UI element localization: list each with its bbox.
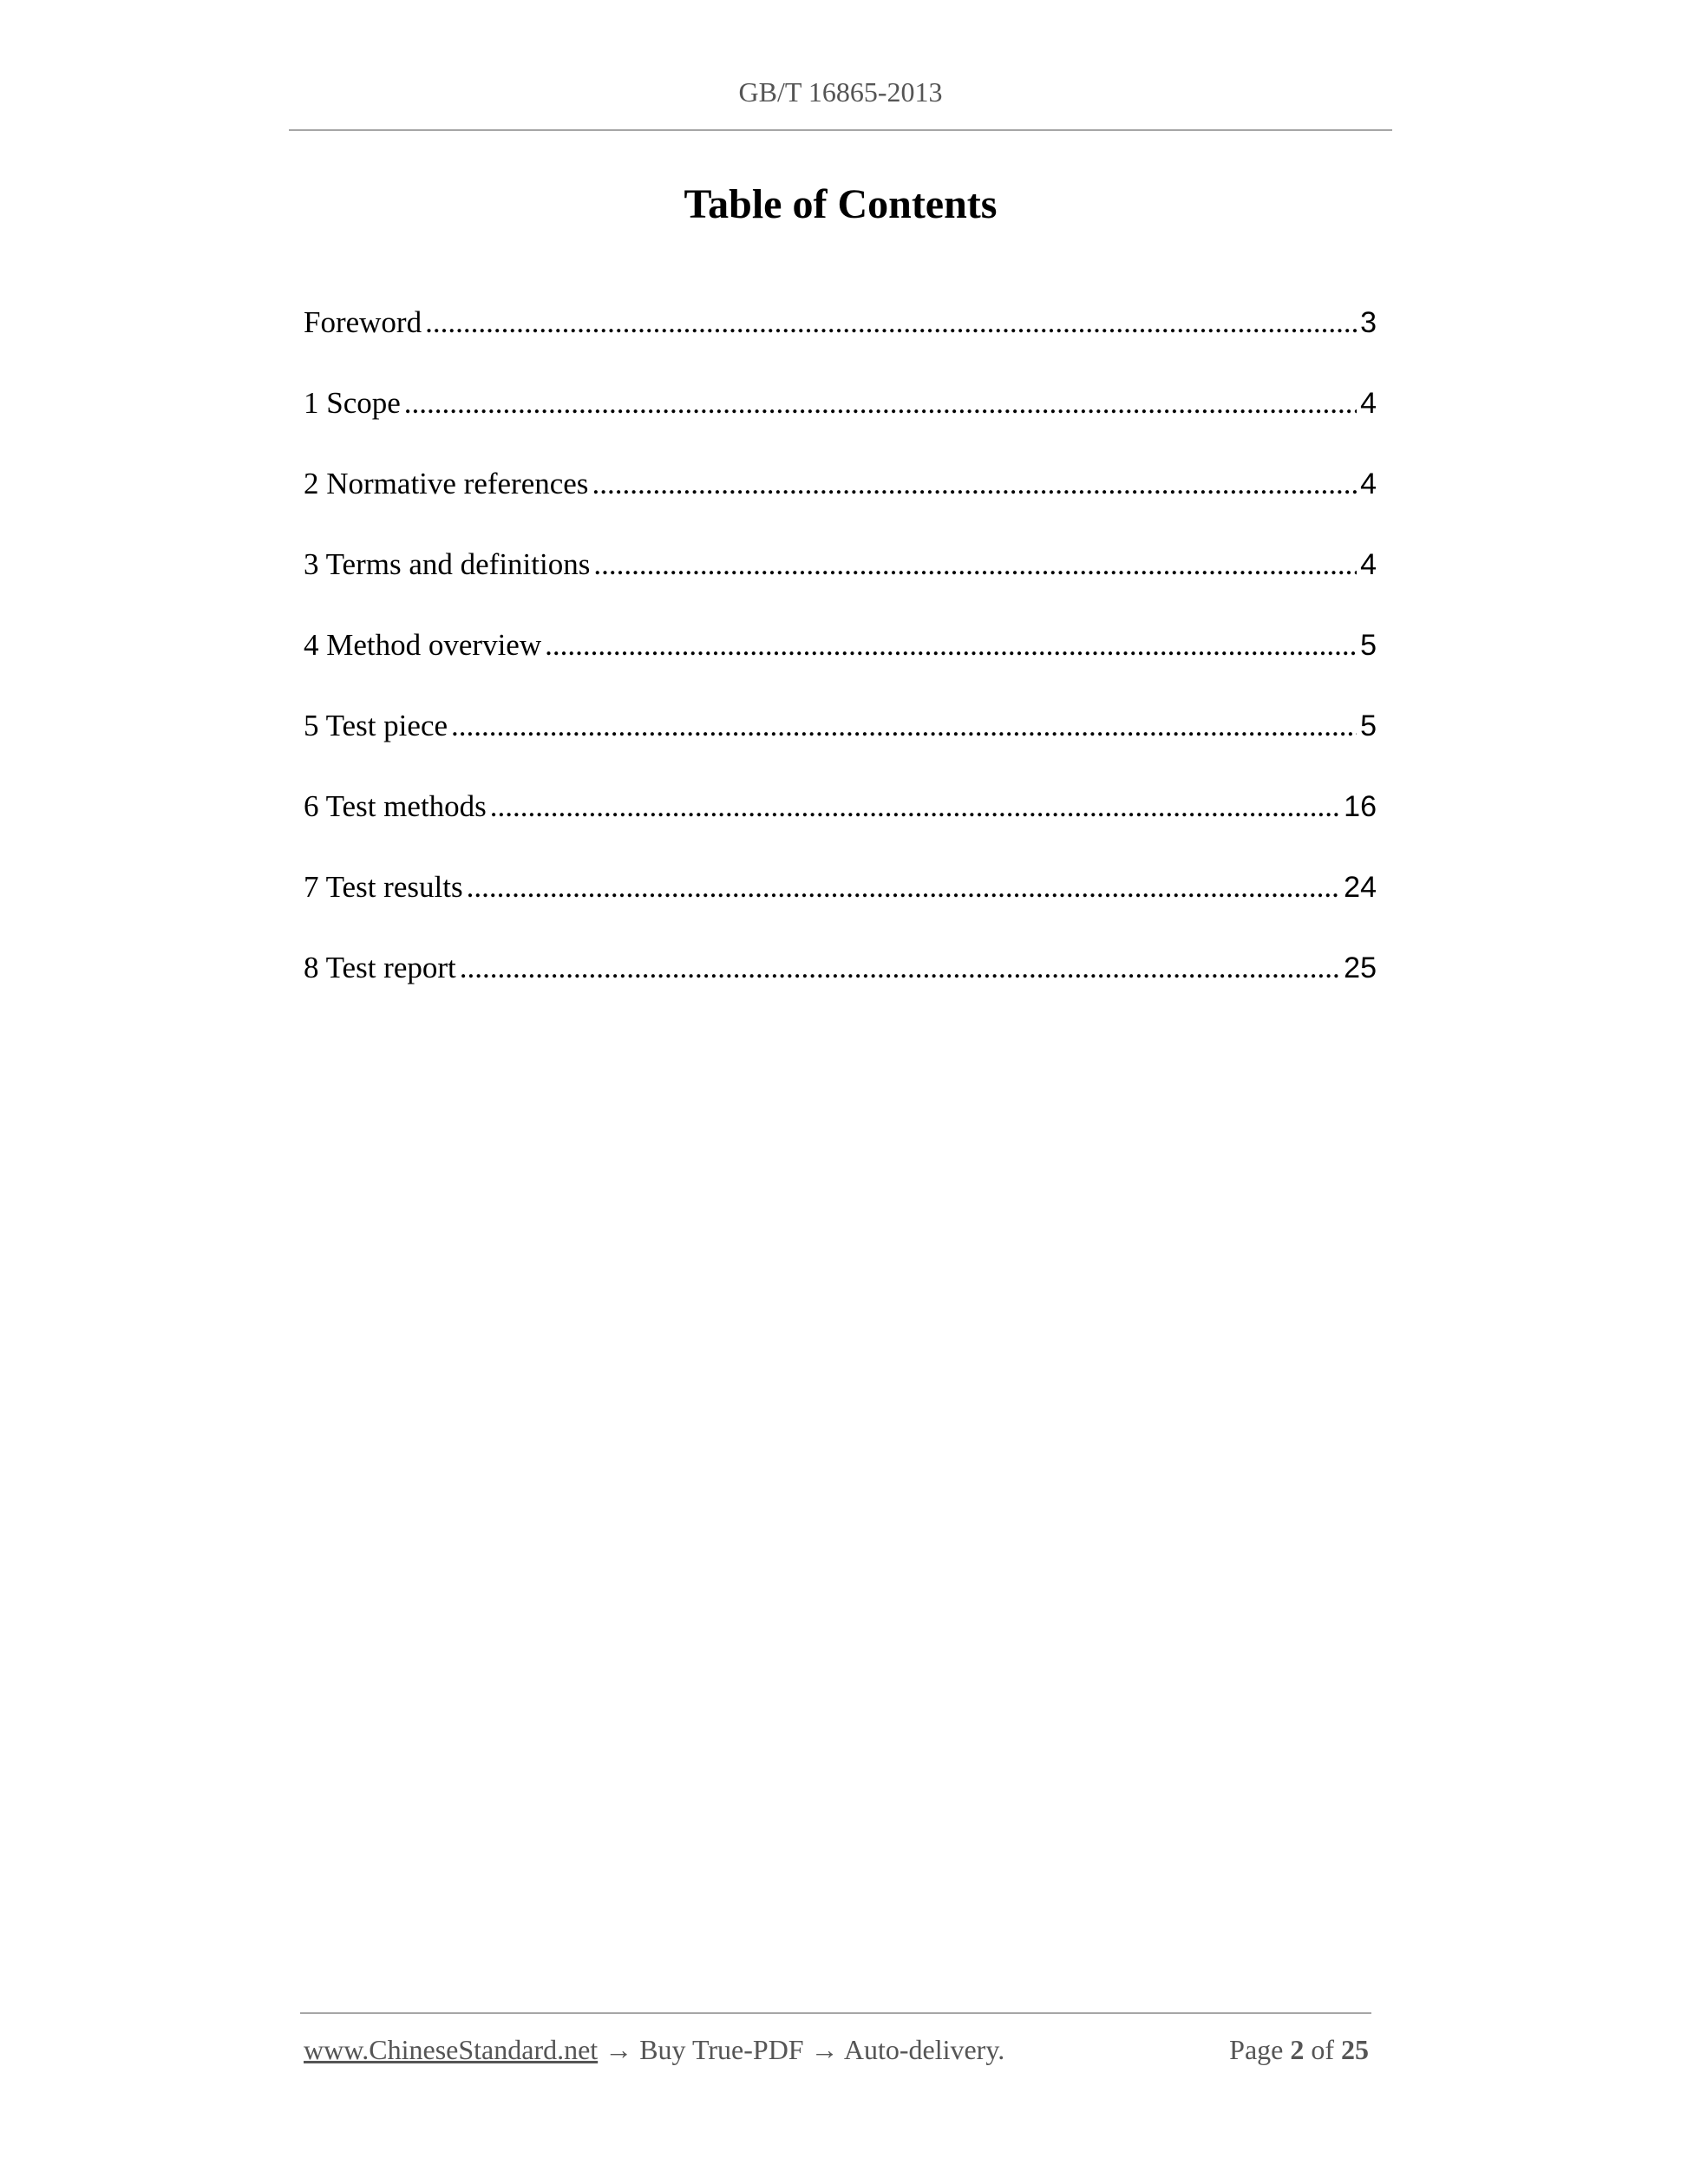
toc-entry-terms-and-definitions[interactable] xyxy=(304,547,1377,628)
toc-dot-leader xyxy=(467,870,1341,905)
current-page: 2 xyxy=(1290,2034,1305,2065)
toc-entry-page: 16 xyxy=(1344,790,1377,823)
toc-dot-leader xyxy=(545,628,1357,663)
toc-entry-page: 4 xyxy=(1360,468,1377,500)
page-title: Table of Contents xyxy=(684,181,998,227)
toc-entry-label: 5 Test piece xyxy=(304,709,448,742)
toc-entry-label: 8 Test report xyxy=(304,951,456,984)
toc-entry-label: 6 Test methods xyxy=(304,789,487,823)
toc-entry-test-methods[interactable] xyxy=(304,789,1377,870)
toc-entry-label: 3 Terms and definitions xyxy=(304,547,591,581)
toc-dot-leader xyxy=(460,951,1340,985)
of-word: of xyxy=(1311,2034,1334,2065)
footer-promo xyxy=(304,2034,1004,2066)
toc-dot-leader xyxy=(592,467,1357,501)
toc-entry-page: 5 xyxy=(1360,629,1377,662)
toc-entry-label: Foreword xyxy=(304,305,422,339)
toc-entry-test-report[interactable] xyxy=(304,951,1377,1031)
toc-entry-normative-references[interactable] xyxy=(304,467,1377,547)
site-link[interactable]: www.ChineseStandard.net xyxy=(304,2034,599,2065)
toc-entry-test-results[interactable] xyxy=(304,870,1377,951)
toc-entry-page: 24 xyxy=(1344,871,1377,904)
toc-entry-page: 4 xyxy=(1360,387,1377,420)
toc-dot-leader xyxy=(404,386,1357,421)
toc-entry-foreword[interactable] xyxy=(304,305,1377,386)
running-header: GB/T 16865-2013 xyxy=(738,76,943,108)
page-word: Page xyxy=(1229,2034,1284,2065)
toc-entry-test-piece[interactable] xyxy=(304,709,1377,789)
toc-entry-page: 3 xyxy=(1360,306,1377,339)
toc-entry-label: 2 Normative references xyxy=(304,467,589,500)
table-of-contents xyxy=(304,305,1377,1031)
toc-entry-page: 25 xyxy=(1344,951,1377,984)
toc-entry-page: 4 xyxy=(1360,548,1377,581)
page-footer xyxy=(304,2034,1369,2066)
toc-dot-leader xyxy=(451,709,1357,743)
toc-entry-method-overview[interactable] xyxy=(304,628,1377,709)
footer-divider xyxy=(300,2012,1371,2014)
header-divider xyxy=(289,129,1392,131)
toc-entry-label: 7 Test results xyxy=(304,870,463,904)
promo-text: → Buy True-PDF → Auto-delivery. xyxy=(598,2034,1005,2065)
toc-entry-page: 5 xyxy=(1360,709,1377,742)
toc-dot-leader xyxy=(425,305,1357,340)
toc-dot-leader xyxy=(593,547,1357,582)
total-pages: 25 xyxy=(1341,2034,1369,2065)
toc-entry-label: 1 Scope xyxy=(304,386,401,420)
toc-entry-scope[interactable] xyxy=(304,386,1377,467)
toc-dot-leader xyxy=(490,789,1340,824)
page-number xyxy=(1229,2034,1369,2066)
toc-entry-label: 4 Method overview xyxy=(304,628,542,662)
